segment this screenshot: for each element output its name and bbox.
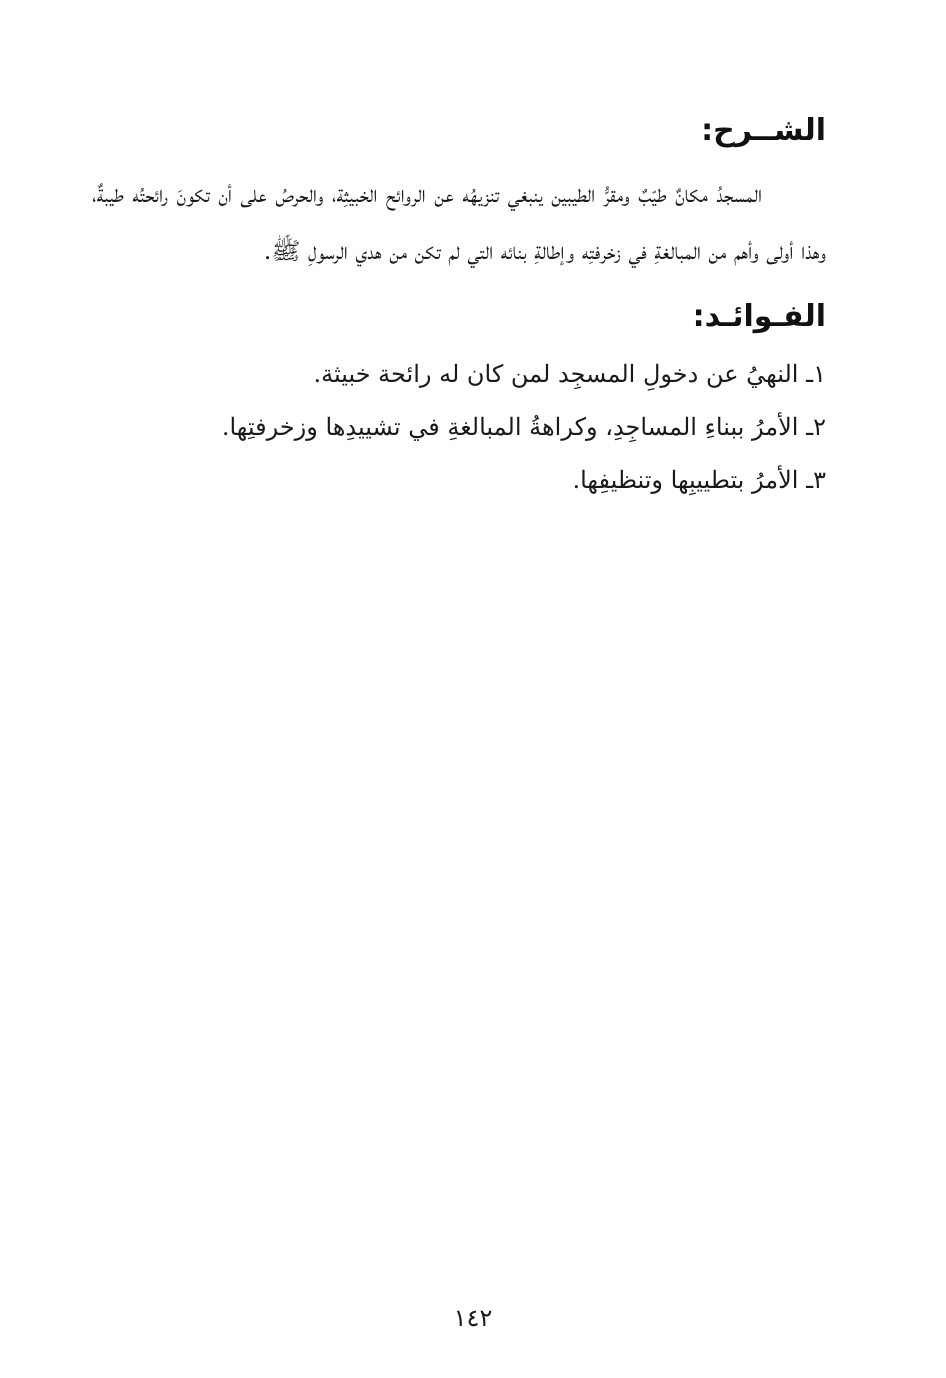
page-number: ١٤٢: [453, 1304, 493, 1332]
sharh-heading: الشــرح:: [701, 113, 826, 148]
sharh-paragraph: المسجدُ مكانٌ طيّبٌ ومقرُّ الطيبين ينبغي تنزيهُه عن الروائح الخبيثِة، والحرصُ على أن تكونَ رائحتُه طيبةٌ، وهذا أولى وأهم من المبالغةِ في زخرفتِه وإطالةِ بنائه التي لم تكن من هدي الرسولِ ﷺ.: [92, 180, 826, 265]
fawaid-item-2: ٢ـ الأمرُ ببناءِ المساجِدِ، وكراهةُ المبالغةِ في تشييدِها وزخرفتِها.: [221, 413, 826, 441]
fawaid-item-3: ٣ـ الأمرُ بتطييبِها وتنظيفِها.: [572, 466, 826, 494]
fawaid-list: [92, 348, 826, 507]
fawaid-heading: الفـوائـد:: [692, 299, 826, 334]
fawaid-item-1: ١ـ النهيُ عن دخولِ المسجِد لمن كان له رائحة خبيثة.: [313, 360, 826, 388]
page-content: [92, 108, 826, 507]
